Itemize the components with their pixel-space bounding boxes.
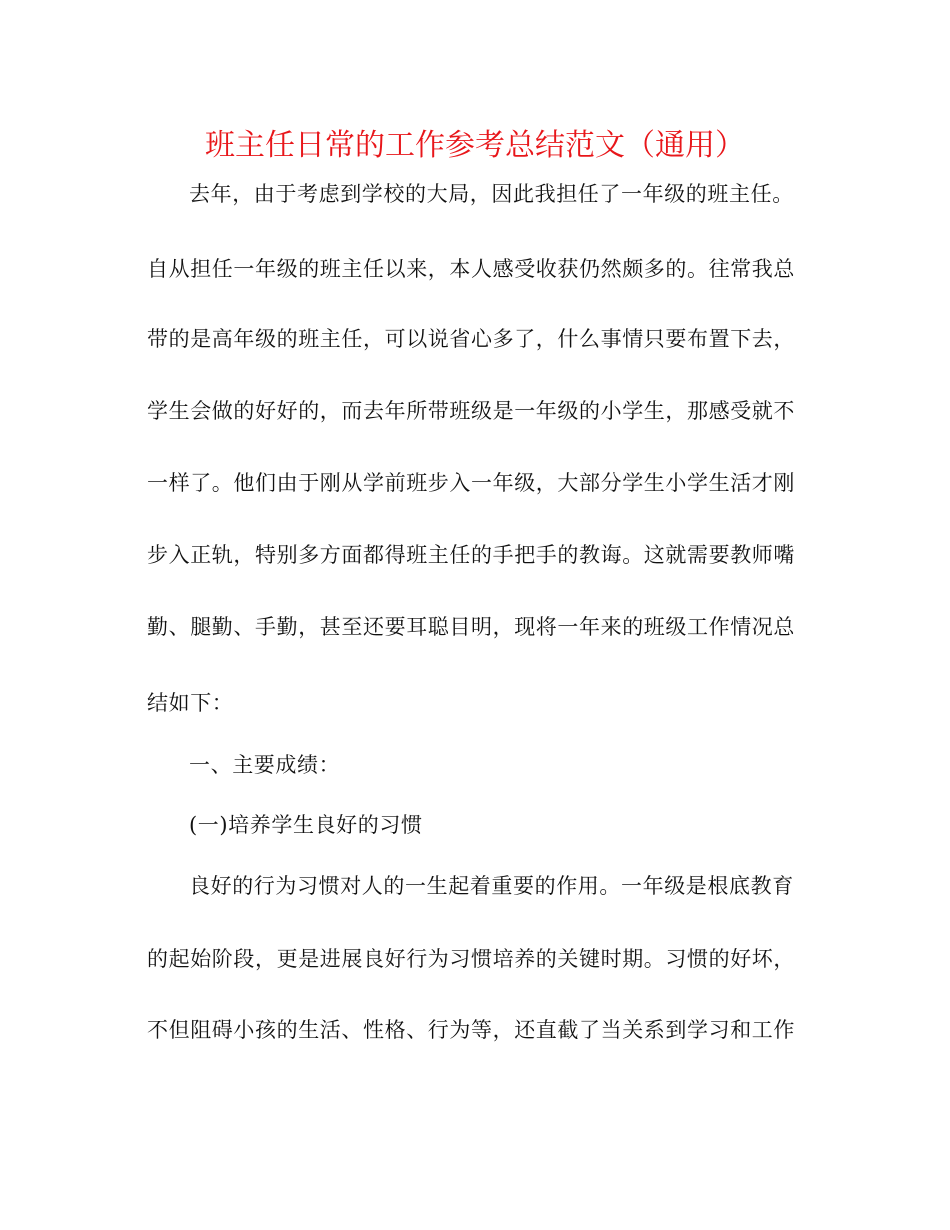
subsection-heading: (一)培养学生良好的习惯 (189, 813, 423, 837)
paragraph-line: 结如下： (147, 691, 234, 715)
paragraph-line: 带的是高年级的班主任，可以说省心多了，什么事情只要布置下去， (147, 327, 795, 351)
paragraph-line: 勤、腿勤、手勤，甚至还要耳聪目明，现将一年来的班级工作情况总 (147, 615, 795, 639)
paragraph-line: 步入正轨，特别多方面都得班主任的手把手的教诲。这就需要教师嘴 (147, 543, 795, 567)
document-title: 班主任日常的工作参考总结范文（通用） (205, 128, 745, 163)
paragraph-line: 良好的行为习惯对人的一生起着重要的作用。一年级是根底教育 (189, 874, 794, 898)
paragraph-line: 的起始阶段，更是进展良好行为习惯培养的关键时期。习惯的好坏， (147, 947, 795, 971)
paragraph-line: 去年，由于考虑到学校的大局，因此我担任了一年级的班主任。 (189, 182, 794, 206)
section-heading: 一、主要成绩： (189, 753, 341, 777)
paragraph-line: 一样了。他们由于刚从学前班步入一年级，大部分学生小学生活才刚 (147, 471, 795, 495)
paragraph-line: 学生会做的好好的，而去年所带班级是一年级的小学生，那感受就不 (147, 399, 795, 423)
paragraph-line: 不但阻碍小孩的生活、性格、行为等，还直截了当关系到学习和工作 (147, 1018, 795, 1042)
paragraph-line: 自从担任一年级的班主任以来，本人感受收获仍然颇多的。往常我总 (147, 257, 795, 281)
